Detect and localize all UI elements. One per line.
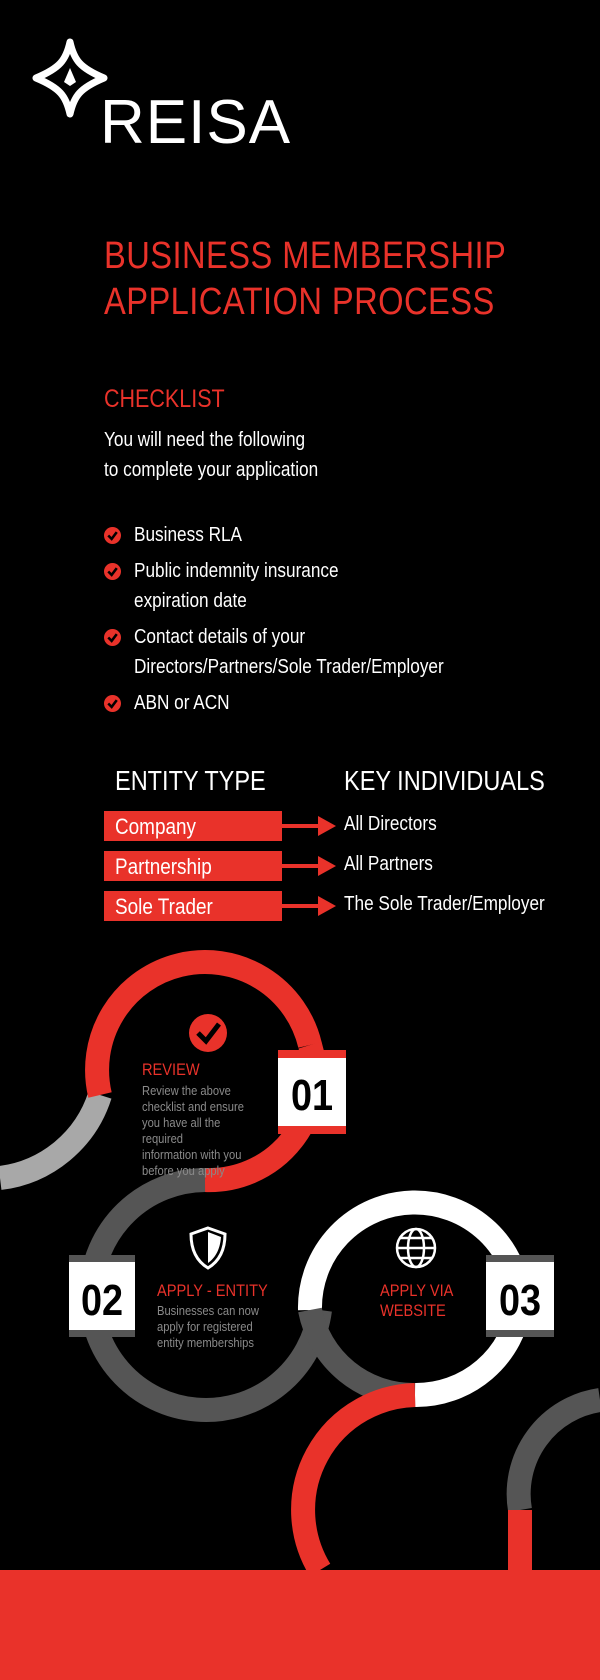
page-title-line2: APPLICATION PROCESS	[104, 281, 495, 323]
checklist-item-text: Public indemnity insurance	[134, 560, 339, 582]
checklist-item	[104, 520, 494, 550]
step-title	[380, 1281, 453, 1321]
step-description: Businesses can now apply for registered entity memberships	[157, 1303, 259, 1350]
checklist-description-line2: to complete your application	[104, 459, 319, 481]
checklist-description	[104, 425, 318, 485]
checklist-item-text: Business RLA	[134, 524, 243, 546]
checklist-item	[104, 622, 494, 682]
checklist-item-text-line2: Directors/Partners/Sole Trader/Employer	[134, 656, 444, 678]
check-circle-icon	[104, 527, 121, 544]
check-circle-icon	[104, 563, 121, 580]
arrow-right-icon	[280, 896, 336, 916]
page-title	[104, 233, 506, 325]
shield-icon	[191, 1228, 225, 1268]
step-title: REVIEW	[142, 1060, 200, 1079]
key-individuals-value: All Partners	[344, 853, 433, 875]
footer-bar	[0, 1570, 600, 1680]
step-description: Review the above checklist and ensure you have all the required information with you before you apply	[142, 1083, 244, 1178]
logo-star-icon	[30, 38, 110, 118]
step-number: 02	[80, 1276, 124, 1325]
key-individuals-heading: KEY INDIVIDUALS	[344, 765, 545, 796]
flow-arc-left	[0, 1095, 100, 1178]
checklist-item	[104, 688, 494, 718]
entity-label: Partnership	[115, 854, 212, 879]
check-circle-icon	[104, 695, 121, 712]
checklist-title: CHECKLIST	[104, 385, 225, 413]
step-number: 01	[290, 1071, 334, 1120]
globe-icon	[397, 1229, 435, 1267]
brand-name: REISA	[100, 88, 292, 157]
step-title: APPLY - ENTITY	[157, 1281, 268, 1300]
key-individuals-value: All Directors	[344, 813, 437, 835]
entity-type-heading: ENTITY TYPE	[115, 765, 266, 796]
checklist-item-text: ABN or ACN	[134, 692, 230, 714]
flow-arc-bottom-right-grey	[519, 1400, 600, 1510]
entity-label: Sole Trader	[115, 894, 213, 919]
flow-arc-bottom-red	[303, 1395, 415, 1570]
step-title-line2: WEBSITE	[380, 1301, 446, 1320]
flow-ring-03-grey	[310, 1310, 415, 1395]
checklist-description-line1: You will need the following	[104, 429, 306, 451]
step-number: 03	[498, 1276, 542, 1325]
checklist-items	[104, 520, 494, 724]
page-title-line1: BUSINESS MEMBERSHIP	[104, 235, 507, 277]
checklist-item-text-line2: expiration date	[134, 590, 247, 612]
arrow-right-icon	[280, 816, 336, 836]
key-individuals-value: The Sole Trader/Employer	[344, 893, 545, 915]
checkmark-circle-icon	[189, 1014, 227, 1052]
check-circle-icon	[104, 629, 121, 646]
entity-label: Company	[115, 814, 196, 839]
checklist-item-text: Contact details of your	[134, 626, 306, 648]
checklist-item	[104, 556, 494, 616]
arrow-right-icon	[280, 856, 336, 876]
process-flow-graphic	[0, 950, 600, 1580]
step-title-line1: APPLY VIA	[380, 1281, 454, 1300]
